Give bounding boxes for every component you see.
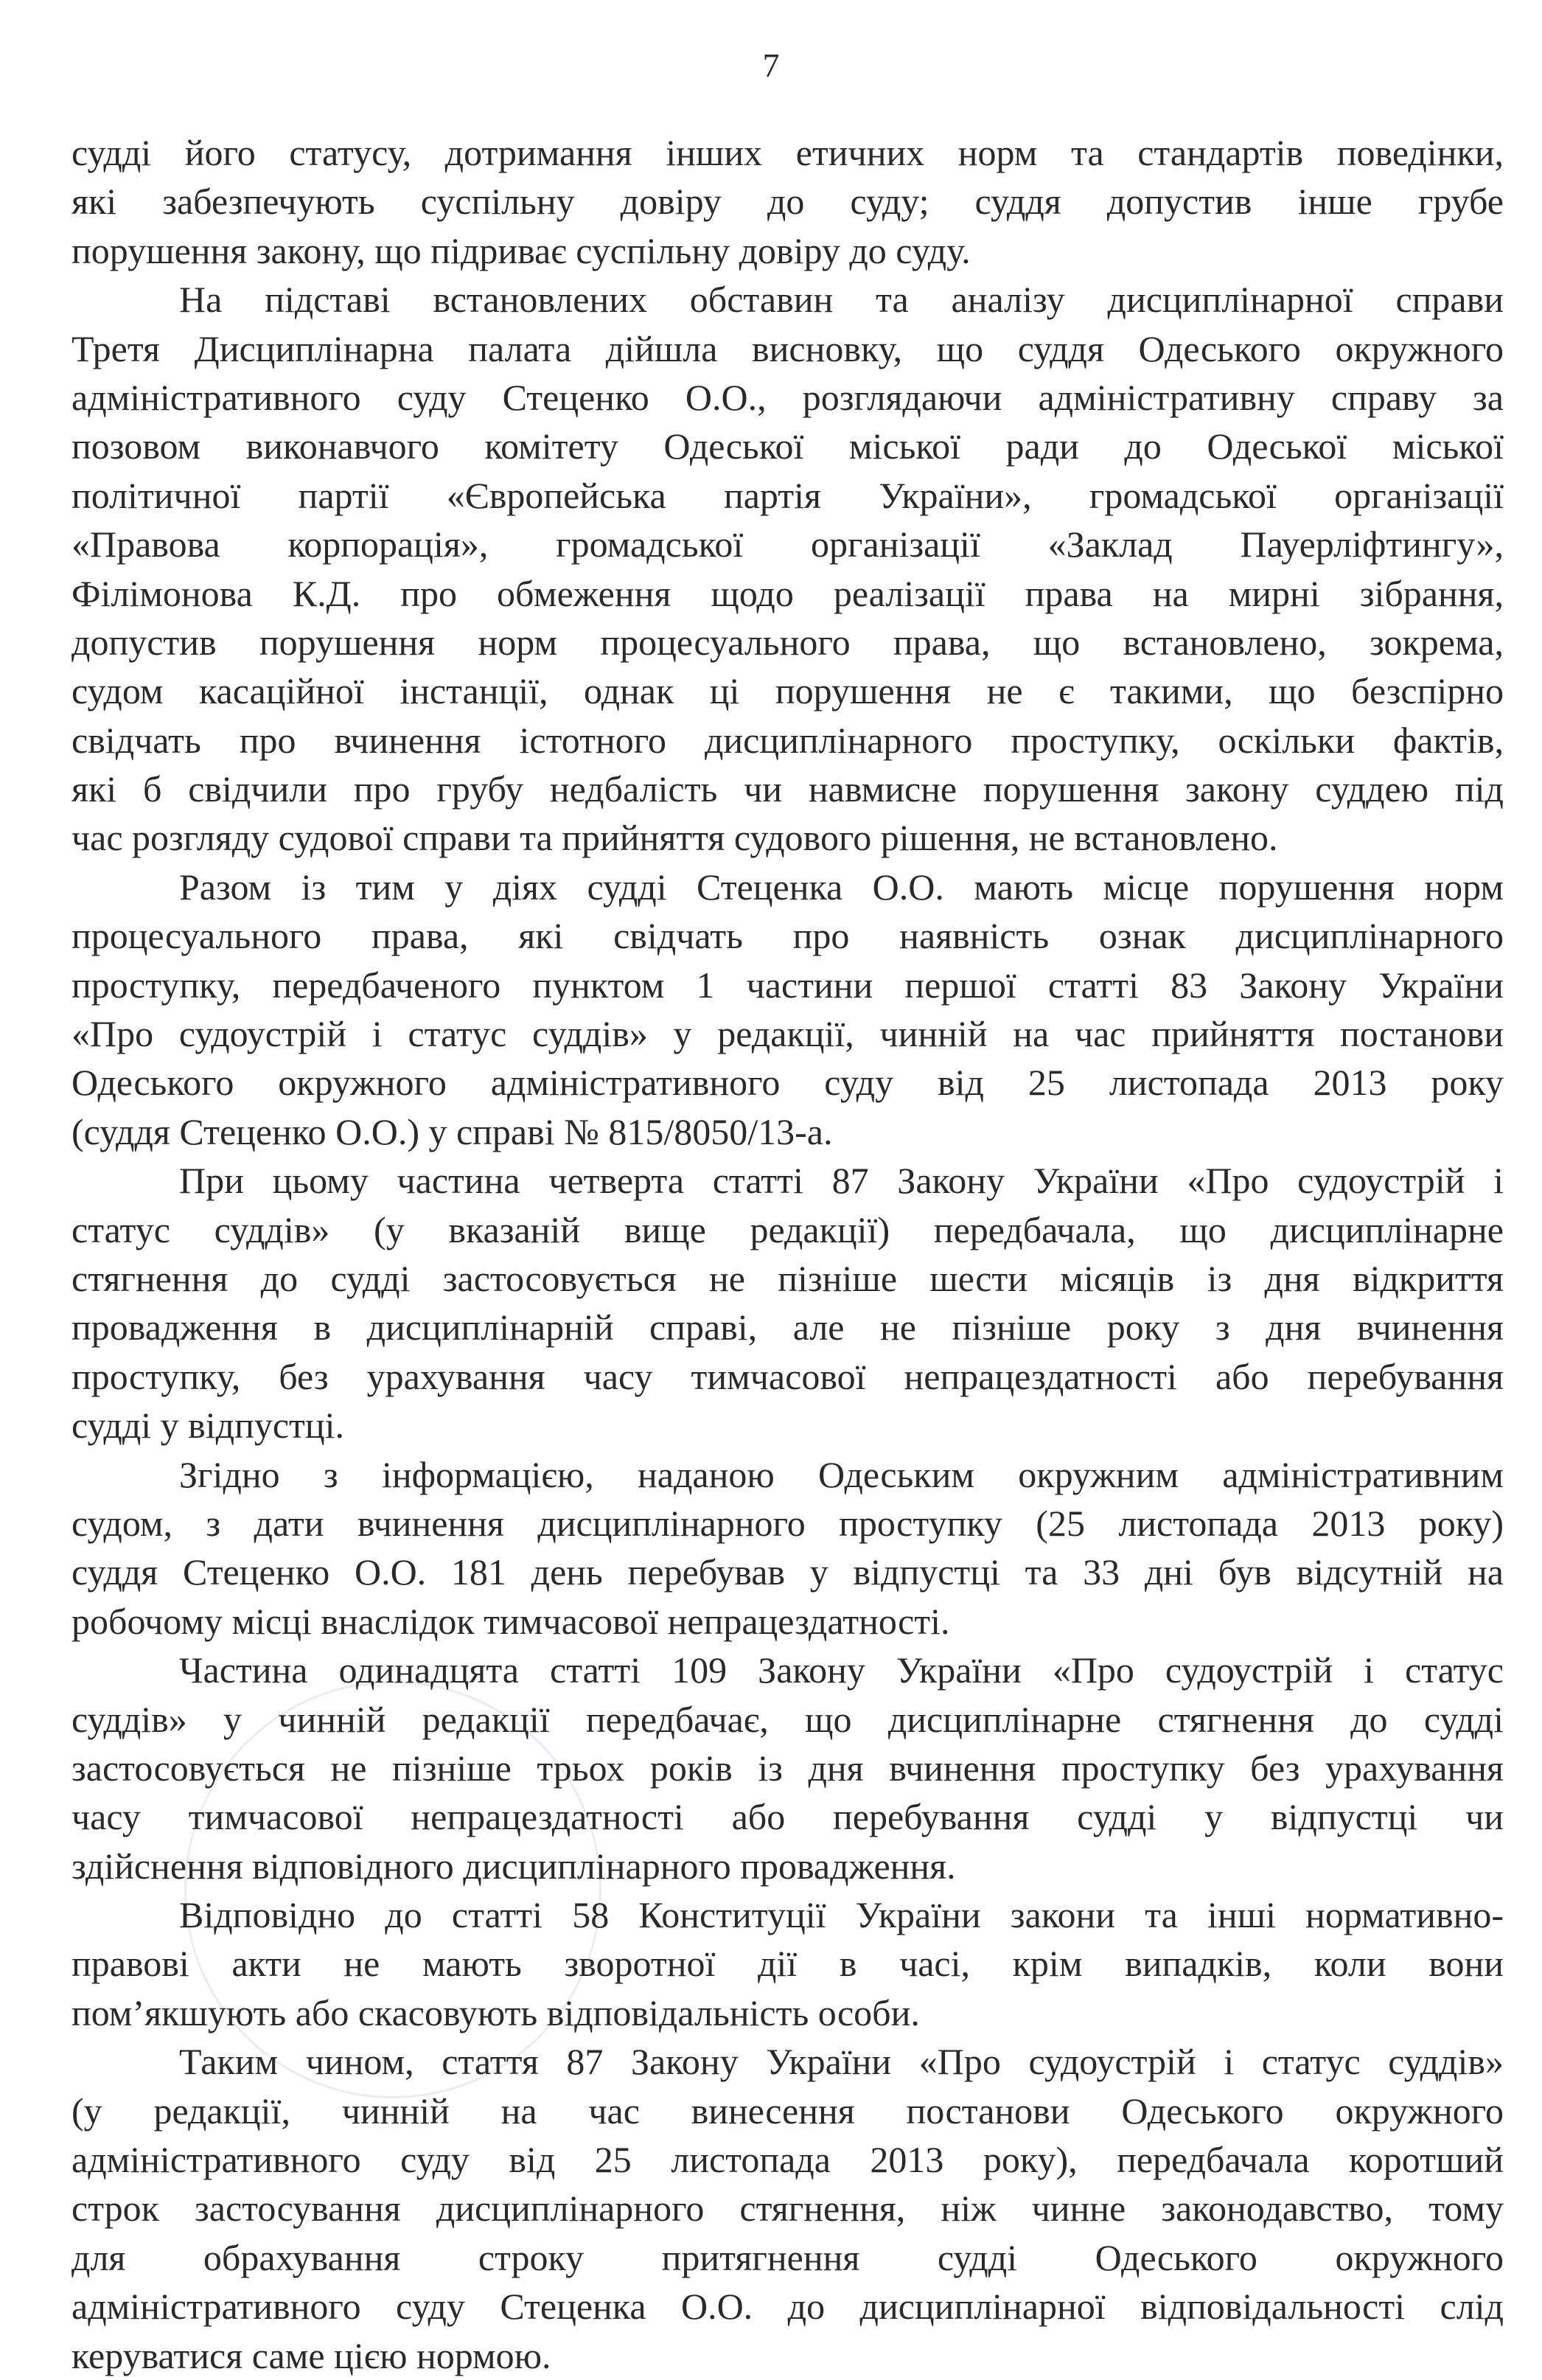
paragraph: [71, 1450, 1504, 1646]
text-line: здійснення відповідного дисциплінарного провадження.: [71, 1845, 956, 1887]
text-line: проступку, без урахування часу тимчасової непрацездатності або перебування: [71, 1355, 1504, 1397]
text-line: для обрахування строку притягнення судді Одеського окружного: [71, 2236, 1504, 2278]
text-line: судом касаційної інстанції, однак ці порушення не є такими, що безспірно: [71, 670, 1504, 712]
text-line: «Про судоустрій і статус суддів» у редакції, чинній на час прийняття постанови: [71, 1013, 1504, 1055]
text-line: Разом із тим у діях судді Стеценка О.О. мають місце порушення норм: [179, 866, 1504, 908]
text-line: свідчать про вчинення істотного дисциплінарного проступку, оскільки фактів,: [71, 719, 1504, 761]
paragraph: [71, 1156, 1504, 1450]
text-line: керуватися саме цією нормою.: [71, 2334, 551, 2376]
paragraph: [71, 1646, 1504, 1890]
text-line: суддів» у чинній редакції передбачає, що дисциплінарне стягнення до судді: [71, 1698, 1504, 1740]
text-line: (у редакції, чинній на час винесення постанови Одеського окружного: [71, 2090, 1504, 2132]
text-line: проступку, передбаченого пунктом 1 частини першої статті 83 Закону України: [71, 964, 1504, 1006]
text-line: (суддя Стеценко О.О.) у справі № 815/8050/13-а.: [71, 1110, 833, 1152]
paragraph: [71, 863, 1504, 1156]
text-line: адміністративного суду Стеценка О.О. до дисциплінарної відповідальності слід: [71, 2286, 1504, 2328]
text-line: Відповідно до статті 58 Конституції України закони та інші нормативно-: [179, 1894, 1504, 1936]
text-line: процесуального права, які свідчать про наявність ознак дисциплінарного: [71, 915, 1504, 957]
text-line: судом, з дати вчинення дисциплінарного проступку (25 листопада 2013 року): [71, 1502, 1504, 1544]
text-line: «Правова корпорація», громадської організації «Заклад Пауерліфтингу»,: [71, 523, 1504, 566]
paragraph: [71, 2037, 1504, 2380]
text-line: позовом виконавчого комітету Одеської міської ради до Одеської міської: [71, 425, 1504, 467]
text-line: застосовується не пізніше трьох років із дня вчинення проступку без урахування: [71, 1747, 1504, 1789]
text-line: порушення закону, що підриває суспільну довіру до суду.: [71, 229, 971, 271]
text-line: Частина одинадцята статті 109 Закону України «Про судоустрій і статус: [179, 1649, 1504, 1691]
text-line: На підставі встановлених обставин та аналізу дисциплінарної справи: [179, 279, 1504, 321]
text-line: стягнення до судді застосовується не пізніше шести місяців із дня відкриття: [71, 1257, 1504, 1299]
text-line: які забезпечують суспільну довіру до суду; суддя допустив інше грубе: [71, 181, 1504, 223]
paragraph: [71, 1890, 1504, 2037]
text-line: які б свідчили про грубу недбалість чи навмисне порушення закону суддею під: [71, 768, 1504, 810]
paragraph: [71, 275, 1504, 863]
document-body: [71, 128, 1504, 2380]
text-line: час розгляду судової справи та прийняття судового рішення, не встановлено.: [71, 817, 1278, 859]
text-line: пом’якшують або скасовують відповідальність особи.: [71, 1991, 920, 2033]
text-line: Таким чином, стаття 87 Закону України «Про судоустрій і статус суддів»: [179, 2041, 1504, 2083]
text-line: часу тимчасової непрацездатності або перебування судді у відпустці чи: [71, 1796, 1504, 1838]
text-line: суддя Стеценко О.О. 181 день перебував у відпустці та 33 дні був відсутній на: [71, 1551, 1504, 1593]
text-line: робочому місці внаслідок тимчасової непрацездатності.: [71, 1600, 950, 1642]
paragraph: [71, 128, 1504, 275]
page-number: 7: [762, 46, 780, 84]
text-line: Одеського окружного адміністративного суду від 25 листопада 2013 року: [71, 1062, 1504, 1104]
text-line: політичної партії «Європейська партія України», громадської організації: [71, 474, 1504, 516]
text-line: Третя Дисциплінарна палата дійшла висновку, що суддя Одеського окружного: [71, 327, 1504, 369]
text-line: судді у відпустці.: [71, 1405, 345, 1447]
text-line: строк застосування дисциплінарного стягнення, ніж чинне законодавство, тому: [71, 2188, 1504, 2230]
text-line: судді його статусу, дотримання інших етичних норм та стандартів поведінки,: [71, 132, 1504, 173]
text-line: правові акти не мають зворотної дії в часі, крім випадків, коли вони: [71, 1943, 1504, 1985]
text-line: статус суддів» (у вказаній вище редакції) передбачала, що дисциплінарне: [71, 1208, 1504, 1250]
text-line: адміністративного суду від 25 листопада 2013 року), передбачала коротший: [71, 2139, 1504, 2181]
text-line: Згідно з інформацією, наданою Одеським окружним адміністративним: [179, 1453, 1504, 1495]
text-line: адміністративного суду Стеценко О.О., розглядаючи адміністративну справу за: [71, 376, 1504, 418]
text-line: провадження в дисциплінарній справі, але не пізніше року з дня вчинення: [71, 1306, 1504, 1349]
text-line: допустив порушення норм процесуального права, що встановлено, зокрема,: [71, 621, 1504, 663]
text-line: Філімонова К.Д. про обмеження щодо реалізації права на мирні зібрання,: [71, 572, 1504, 614]
text-line: При цьому частина четверта статті 87 Закону України «Про судоустрій і: [179, 1160, 1504, 1202]
